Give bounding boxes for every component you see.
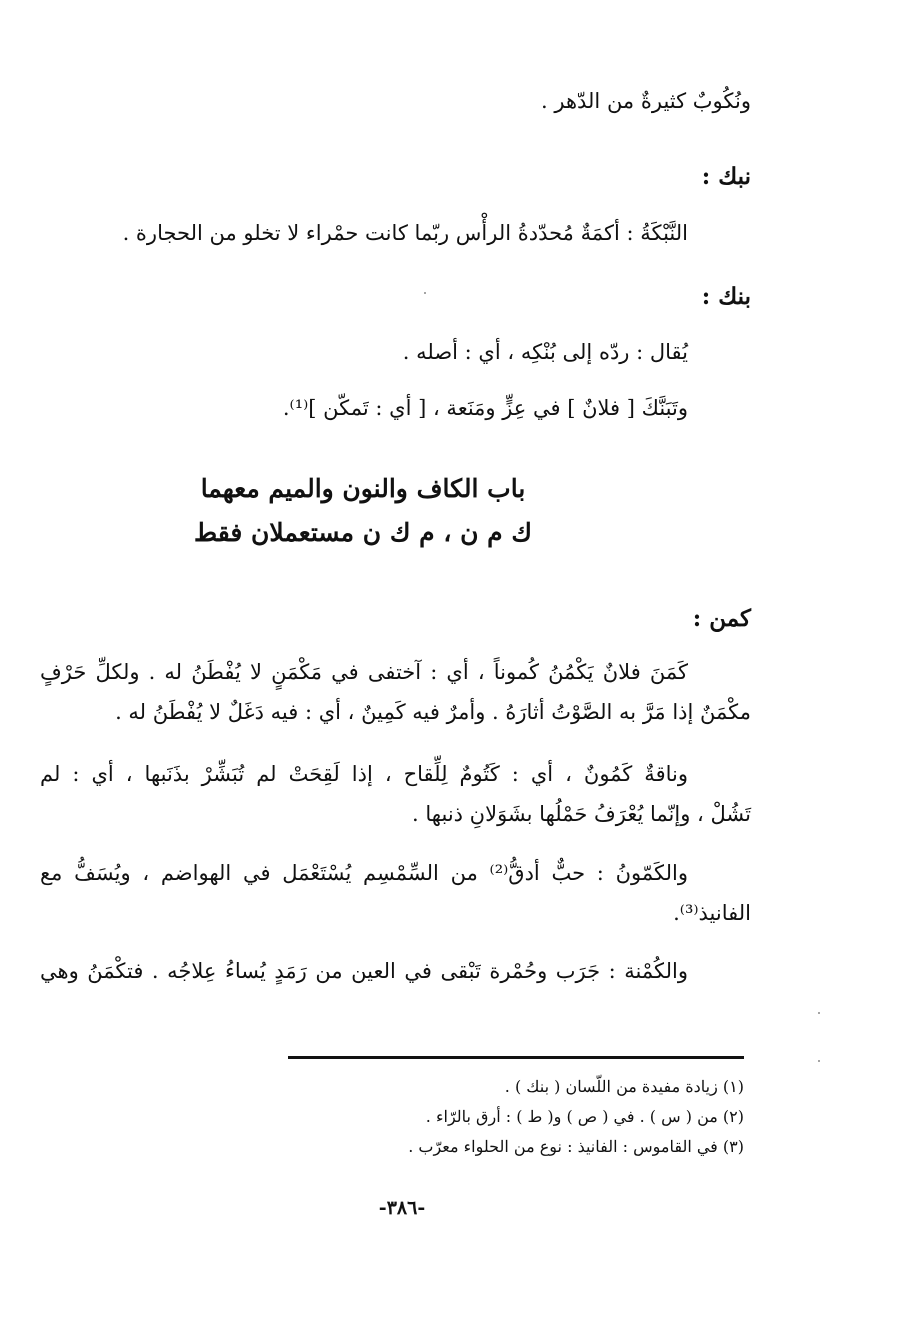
chapter-subtitle: ك م ن ، م ك ن مستعملان فقط (194, 518, 532, 547)
scan-speck (818, 1060, 820, 1062)
footnote-2: (٢) من ( س ) . في ( ص ) و( ط ) : أرق بالرّاء . (425, 1107, 744, 1126)
text-line-kmn-7: والكُمْنة : جَرَب وحُمْرة تَبْقى في العين من رَمَدٍ يُساءُ عِلاجُه . فتكْمَنُ وهي (40, 959, 688, 983)
chapter-title: باب الكاف والنون والميم معهما (200, 474, 526, 503)
text-line-kmn-3: وناقةٌ كَمُونٌ ، أي : كَتُومٌ لِلِّقاح ، إذا لَقِحَتْ لم تُبَشِّرْ بذَنَبها ، أي : لم (40, 762, 688, 786)
text-line-kmn-5: والكَمّونُ : حبٌّ أدقُّ⁽²⁾ من السِّمْسِم يُسْتَعْمَل في الهواضم ، ويُسَفُّ مع (40, 861, 688, 885)
footnote-separator (288, 1056, 744, 1059)
page-number: -٣٨٦- (378, 1197, 426, 1219)
footnote-3: (٣) في القاموس : الفانيذ : نوع من الحلواء معرّب . (408, 1137, 744, 1156)
text-line-kmn-4: تَشُلْ ، وإنّما يُعْرَفُ حَمْلُها بشَوَلانِ ذنبها . (412, 802, 751, 826)
entry-heading-nbk: نبك : (701, 163, 751, 190)
text-line-kmn-6: الفانيذ⁽³⁾. (673, 901, 751, 925)
footnote-1: (١) زيادة مفيدة من اللّسان ( بنك ) . (504, 1077, 744, 1096)
text-line-kmn-1: كَمَنَ فلانٌ يَكْمُنُ كُموناً ، أي : آختفى في مَكْمَنٍ لا يُفْطَنُ له . ولكلِّ حَرْفٍ (40, 660, 688, 684)
scan-speck (818, 1012, 820, 1014)
text-line-1: ونُكُوبٌ كثيرةٌ من الدّهر . (541, 89, 751, 113)
text-line-bnk-1: يُقال : ردّه إلى بُنْكِه ، أي : أصله . (402, 340, 688, 364)
entry-heading-kmn: كمن : (692, 605, 751, 632)
text-line-bnk-2: وتَبَنَّكَ [ فلانٌ ] في عِزٍّ ومَنَعة ، [ أي : تَمكّن ]⁽¹⁾. (282, 396, 688, 420)
text-line-kmn-2: مكْمَنٌ إذا مَرَّ به الصَّوْتُ أثارَهُ . وأمرٌ فيه كَمِينٌ ، أي : فيه دَغَلٌ لا يُفْطَنُ له . (115, 700, 751, 724)
scan-speck (424, 292, 426, 294)
text-line-nbk-definition: النَّبْكَةُ : أكمَةٌ مُحدّدةُ الرأْس ربّما كانت حمْراء لا تخلو من الحجارة . (122, 221, 688, 245)
entry-heading-bnk: بنك : (701, 283, 751, 310)
